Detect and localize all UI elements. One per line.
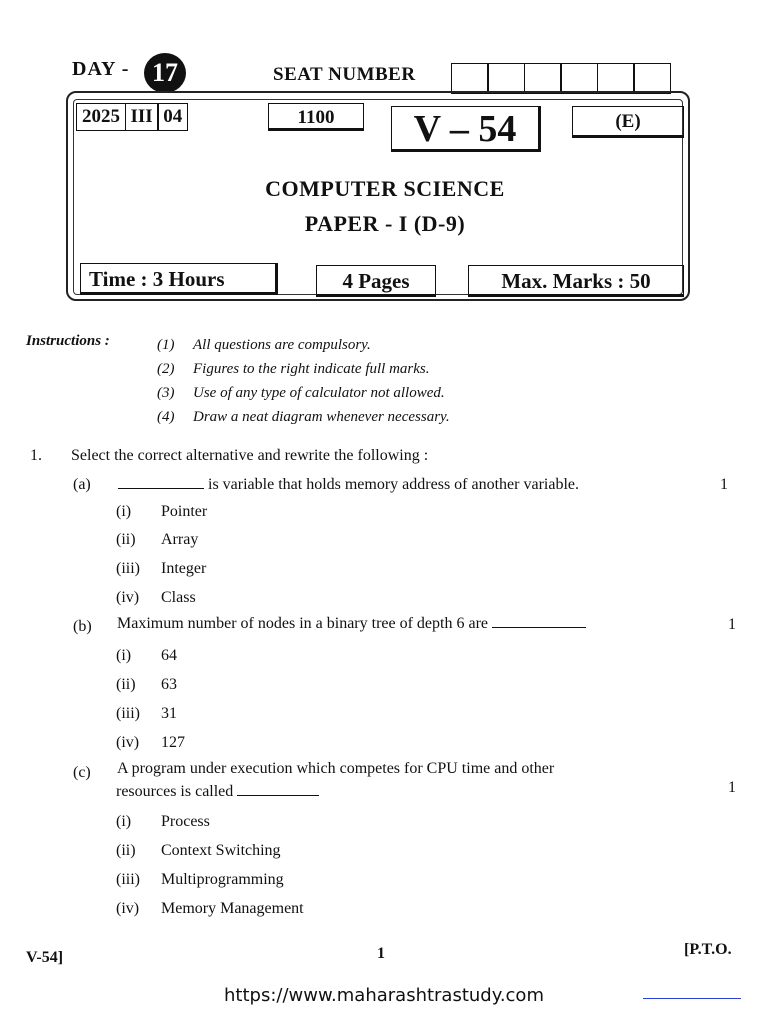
part-text: A program under execution which competes for CPU time and other	[117, 760, 555, 777]
option-item: (iii) Multiprogramming	[116, 871, 284, 888]
seat-number-boxes	[452, 63, 671, 94]
link-underline	[643, 998, 741, 999]
answer-blank	[118, 488, 204, 489]
option-item: (ii) 63	[116, 676, 177, 693]
option-item: (iv) 127	[116, 734, 185, 751]
option-item: (ii) Context Switching	[116, 842, 281, 859]
option-item: (i) Process	[116, 813, 210, 830]
seat-number-label: SEAT NUMBER	[273, 64, 416, 85]
answer-blank	[492, 627, 586, 628]
footer-paper-code: V-54]	[26, 949, 64, 966]
year-code: 2025	[76, 103, 126, 131]
paper-code: V – 54	[391, 106, 541, 152]
subject-code: 1100	[268, 103, 364, 131]
pages-box: 4 Pages	[316, 265, 436, 297]
seat-number-box[interactable]	[633, 63, 671, 94]
part-text: is variable that holds memory address of another variable.	[118, 476, 579, 494]
seat-number-box[interactable]	[451, 63, 489, 94]
answer-blank	[237, 795, 319, 796]
instruction-item: (4) Draw a neat diagram whenever necessary.	[157, 409, 450, 425]
option-item: (iv) Class	[116, 589, 196, 606]
please-turn-over: [P.T.O.	[684, 941, 732, 958]
option-item: (iv) Memory Management	[116, 900, 304, 917]
day-number-badge: 17	[144, 53, 186, 93]
part-marks: 1	[720, 476, 728, 493]
subject-title: COMPUTER SCIENCE	[265, 176, 505, 201]
source-url[interactable]: https://www.maharashtrastudy.com	[224, 985, 544, 1006]
question-number: 1.	[30, 447, 42, 464]
option-item: (i) 64	[116, 647, 177, 664]
part-text: Maximum number of nodes in a binary tree of depth 6 are	[117, 615, 586, 633]
option-item: (iii) 31	[116, 705, 177, 722]
seat-number-box[interactable]	[524, 63, 562, 94]
time-box: Time : 3 Hours	[80, 263, 278, 295]
part-marks: 1	[728, 779, 736, 796]
page-number: 1	[377, 945, 385, 962]
day-label: DAY -	[72, 58, 130, 80]
option-item: (ii) Array	[116, 531, 199, 548]
part-marks: 1	[728, 616, 736, 633]
part-text-continued: resources is called	[116, 783, 319, 801]
term-code: III	[125, 103, 159, 131]
seat-number-box[interactable]	[487, 63, 525, 94]
seat-number-box[interactable]	[597, 63, 635, 94]
max-marks-box: Max. Marks : 50	[468, 265, 684, 297]
option-item: (i) Pointer	[116, 503, 208, 520]
exam-code-row	[76, 103, 187, 131]
seat-number-box[interactable]	[560, 63, 598, 94]
instructions-list	[157, 333, 450, 429]
part-letter: (a)	[73, 476, 91, 493]
instruction-item: (3) Use of any type of calculator not allowed.	[157, 385, 445, 401]
part-letter: (c)	[73, 764, 91, 781]
instruction-item: (2) Figures to the right indicate full marks.	[157, 361, 430, 377]
session-code: 04	[157, 103, 188, 131]
instruction-item: (1) All questions are compulsory.	[157, 337, 371, 353]
language-code: (E)	[572, 106, 684, 138]
question-text: Select the correct alternative and rewrite the following :	[71, 447, 429, 464]
instructions-label: Instructions :	[26, 333, 110, 349]
option-item: (iii) Integer	[116, 560, 207, 577]
part-letter: (b)	[73, 618, 92, 635]
paper-title: PAPER - I (D-9)	[304, 211, 466, 236]
